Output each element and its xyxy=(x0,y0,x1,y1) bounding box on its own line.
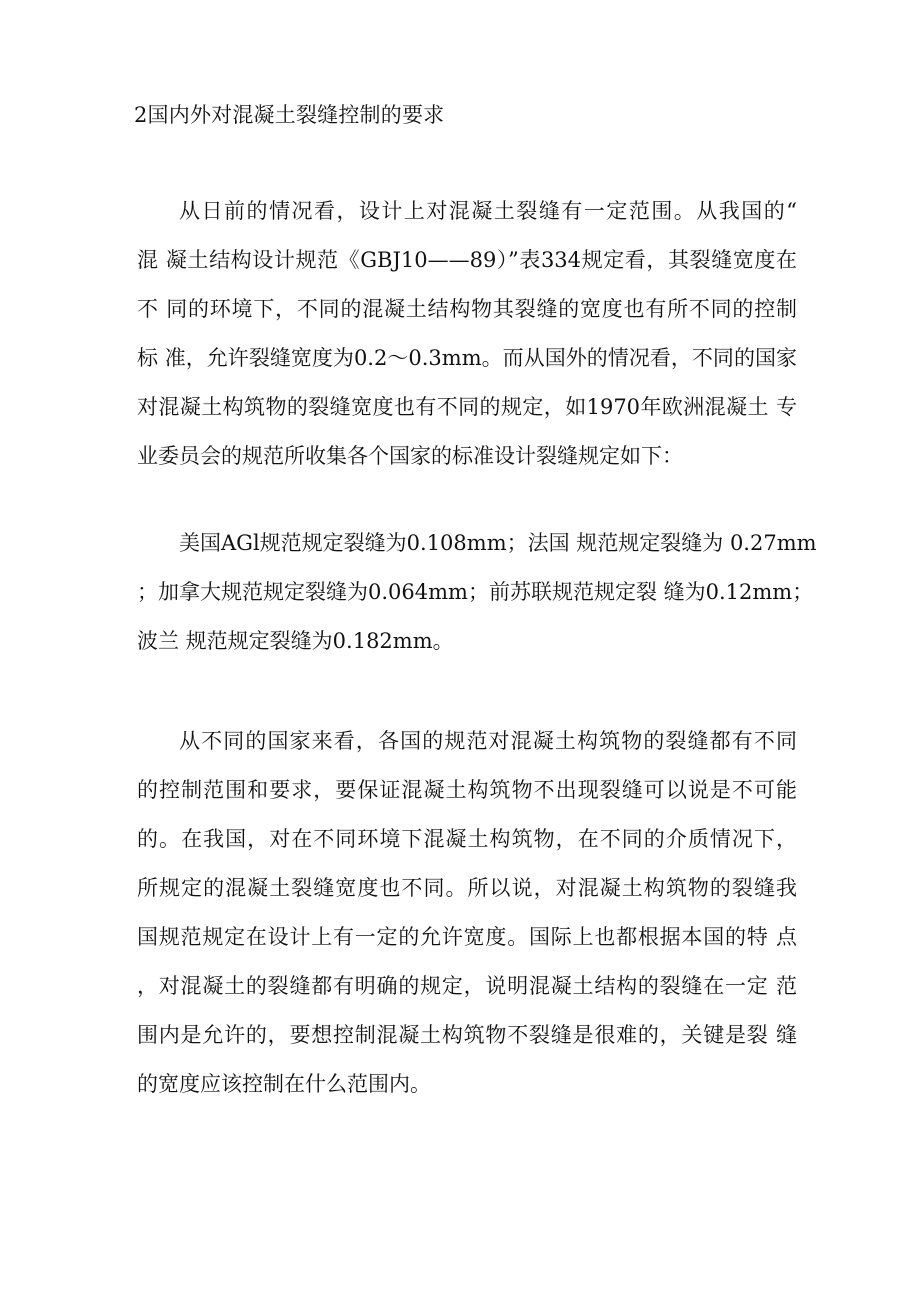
paragraph-line: 从日前的情况看，设计上对混凝土裂缝有一定范围。从我国的“ xyxy=(179,199,797,223)
paragraph-line: ；加拿大规范规定裂缝为0.064mm；前苏联规范规定裂 缝为0.12mm； xyxy=(137,580,814,604)
paragraph-line: 不 同的环境下，不同的混凝土结构物其裂缝的宽度也有所不同的控制 xyxy=(137,297,797,321)
paragraph-line: 业委员会的规范所收集各个国家的标准设计裂缝规定如下： xyxy=(137,444,683,468)
paragraph-line: 美国AGl规范规定裂缝为0.108mm；法国 规范规定裂缝为 0.27mm xyxy=(179,531,817,555)
paragraph-line: 所规定的混凝土裂缝宽度也不同。所以说，对混凝土构筑物的裂缝我 xyxy=(137,876,797,900)
paragraph-line: 的。在我国，对在不同环境下混凝土构筑物，在不同的介质情况下， xyxy=(137,827,797,851)
paragraph-conclusion xyxy=(137,717,797,1109)
paragraph-line: 的控制范围和要求，要保证混凝土构筑物不出现裂缝可以说是不可能 xyxy=(137,778,797,802)
paragraph-line: 国规范规定在设计上有一定的允许宽度。国际上也都根据本国的特 点 xyxy=(137,925,797,949)
section-heading: 2国内外对混凝土裂缝控制的要求 xyxy=(134,103,445,127)
paragraph-line: 标 准，允许裂缝宽度为0.2〜0.3mm。而从国外的情况看，不同的国家 xyxy=(137,346,797,370)
paragraph-national-limits xyxy=(137,519,817,666)
paragraph-line: 混 凝土结构设计规范《GBJ10——89）”表334规定看，其裂缝宽度在 xyxy=(137,248,797,272)
paragraph-line: 从不同的国家来看，各国的规范对混凝土构筑物的裂缝都有不同 xyxy=(179,729,797,753)
paragraph-crack-range xyxy=(137,187,797,481)
paragraph-line: 围内是允许的，要想控制混凝土构筑物不裂缝是很难的，关键是裂 缝 xyxy=(137,1023,797,1047)
paragraph-line: ，对混凝土的裂缝都有明确的规定，说明混凝土结构的裂缝在一定 范 xyxy=(137,974,797,998)
paragraph-line: 的宽度应该控制在什么范围内。 xyxy=(137,1072,431,1096)
paragraph-line: 波兰 规范规定裂缝为0.182mm。 xyxy=(137,629,454,653)
paragraph-line: 对混凝土构筑物的裂缝宽度也有不同的规定，如1970年欧洲混凝土 专 xyxy=(137,395,797,419)
